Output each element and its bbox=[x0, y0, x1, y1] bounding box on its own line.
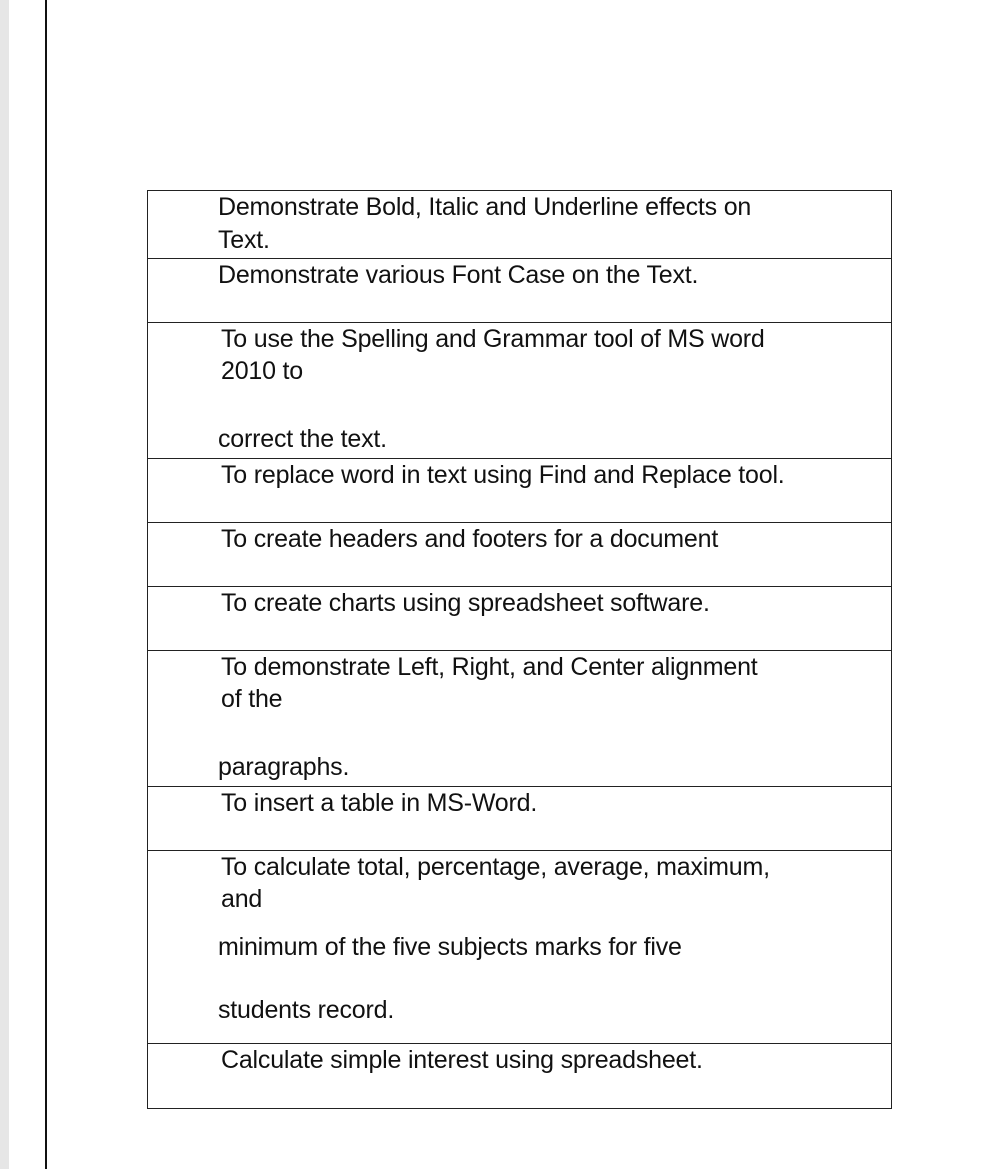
cell-text: minimum of the five subjects marks for five bbox=[218, 933, 682, 961]
table-row bbox=[148, 651, 891, 787]
task-table bbox=[147, 190, 892, 1109]
cell-text: Demonstrate Bold, Italic and Underline effects on bbox=[218, 193, 752, 221]
cell-text: To replace word in text using Find and Replace tool. bbox=[221, 461, 785, 489]
table-row bbox=[148, 259, 891, 323]
cell-text: To demonstrate Left, Right, and Center alignment bbox=[221, 653, 758, 681]
cell-text: To create charts using spreadsheet software. bbox=[221, 589, 710, 617]
cell-text: Calculate simple interest using spreadsheet. bbox=[221, 1046, 703, 1074]
table-row bbox=[148, 787, 891, 851]
cell-text: To create headers and footers for a document bbox=[221, 525, 719, 553]
cell-text: students record. bbox=[218, 996, 395, 1024]
table-row bbox=[148, 323, 891, 459]
table-row bbox=[148, 851, 891, 1044]
page-edge-line bbox=[45, 0, 47, 1169]
cell-text: of the bbox=[221, 685, 283, 713]
cell-text: To calculate total, percentage, average, maximum, bbox=[221, 853, 770, 881]
cell-text: Text. bbox=[218, 226, 270, 254]
table-row bbox=[148, 587, 891, 651]
cell-text: To insert a table in MS-Word. bbox=[221, 789, 538, 817]
cell-text: and bbox=[221, 885, 263, 913]
table-row bbox=[148, 523, 891, 587]
left-margin-strip bbox=[0, 0, 9, 1169]
cell-text: correct the text. bbox=[218, 425, 387, 453]
cell-text: paragraphs. bbox=[218, 753, 350, 781]
cell-text: Demonstrate various Font Case on the Text. bbox=[218, 261, 699, 289]
table-row bbox=[148, 1044, 891, 1108]
cell-text: To use the Spelling and Grammar tool of MS word bbox=[221, 325, 765, 353]
table-row bbox=[148, 191, 891, 259]
table-row bbox=[148, 459, 891, 523]
cell-text: 2010 to bbox=[221, 357, 304, 385]
